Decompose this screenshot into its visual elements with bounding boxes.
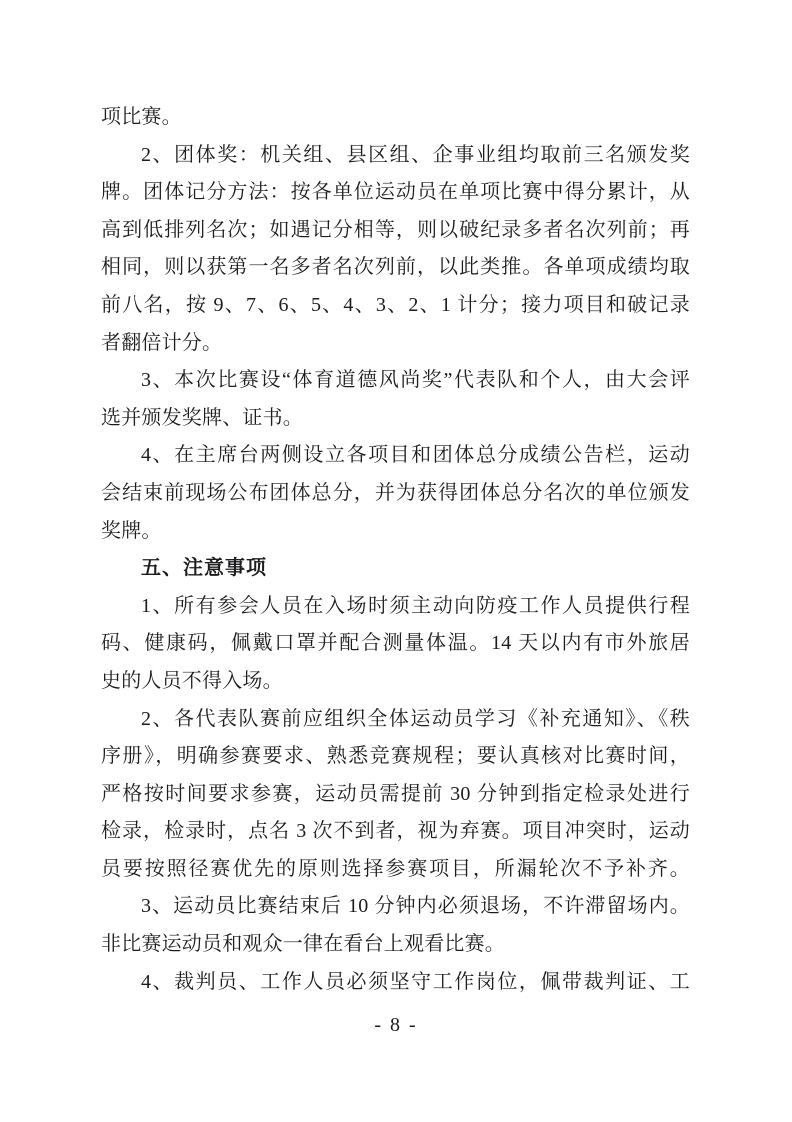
text-line: 项比赛。 bbox=[101, 106, 182, 128]
text-line: 高到低排列名次；如遇记分相等，则以破纪录多者名次列前；再 bbox=[101, 218, 690, 241]
text-line: 非比赛运动员和观众一律在看台上观看比赛。 bbox=[101, 933, 505, 956]
text-line: 2、团体奖：机关组、县区组、企事业组均取前三名颁发奖 bbox=[141, 143, 690, 166]
text-line: 3、运动员比赛结束后 10 分钟内必须退场，不许滞留场内。 bbox=[141, 895, 690, 918]
text-line: 前八名，按 9、7、6、5、4、3、2、1 计分；接力项目和破记录 bbox=[101, 293, 690, 316]
text-line: 4、在主席台两侧设立各项目和团体总分成绩公告栏，运动 bbox=[141, 444, 690, 467]
text-line: 检录，检录时，点名 3 次不到者，视为弃赛。项目冲突时，运动 bbox=[101, 820, 690, 843]
text-line: 严格按时间要求参赛，运动员需提前 30 分钟到指定检录处进行 bbox=[101, 782, 690, 805]
text-line: 3、本次比赛设“体育道德风尚奖”代表队和个人，由大会评 bbox=[141, 369, 690, 392]
text-line: 选并颁发奖牌、证书。 bbox=[101, 406, 303, 429]
text-line: 2、各代表队赛前应组织全体运动员学习《补充通知》、《秩 bbox=[141, 707, 690, 730]
text-line: 牌。团体记分方法：按各单位运动员在单项比赛中得分累计，从 bbox=[101, 181, 690, 204]
section-heading: 五、注意事项 bbox=[141, 557, 267, 580]
text-line: 1、所有参会人员在入场时须主动向防疫工作人员提供行程 bbox=[141, 594, 690, 617]
text-line: 奖牌。 bbox=[101, 519, 162, 542]
text-line: 会结束前现场公布团体总分，并为获得团体总分名次的单位颁发 bbox=[101, 481, 690, 504]
text-line: 者翻倍计分。 bbox=[101, 331, 223, 354]
document-body bbox=[101, 99, 690, 1001]
text-line: 码、健康码，佩戴口罩并配合测量体温。14 天以内有市外旅居 bbox=[101, 632, 690, 655]
text-line: 序册》，明确参赛要求、熟悉竞赛规程；要认真核对比赛时间， bbox=[101, 745, 690, 768]
text-line: 相同，则以获第一名多者名次列前，以此类推。各单项成绩均取 bbox=[101, 256, 690, 279]
page-number: - 8 - bbox=[374, 1014, 418, 1036]
text-line: 4、裁判员、工作人员必须坚守工作岗位，佩带裁判证、工 bbox=[141, 970, 690, 993]
text-line: 员要按照径赛优先的原则选择参赛项目，所漏轮次不予补齐。 bbox=[101, 857, 690, 880]
text-line: 史的人员不得入场。 bbox=[101, 669, 283, 692]
